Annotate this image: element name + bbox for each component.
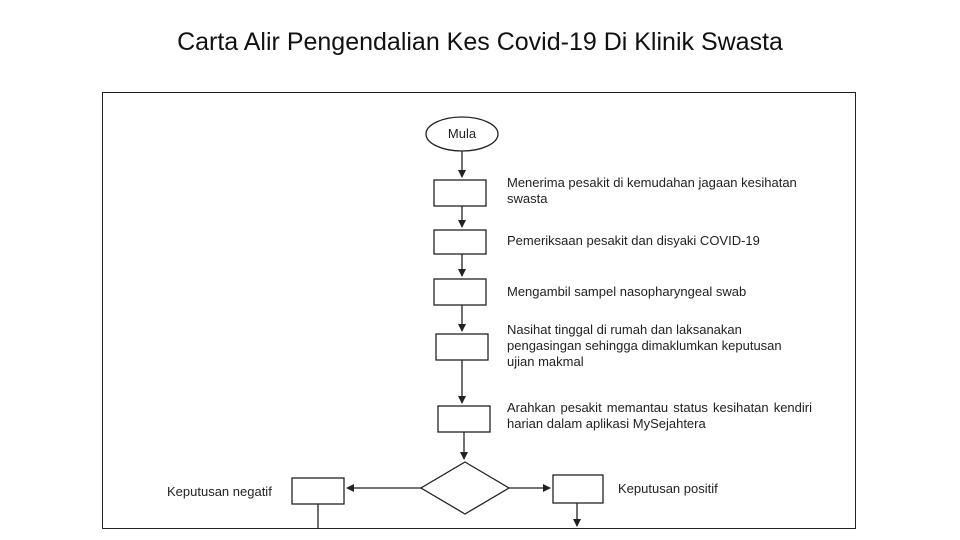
- decision-diamond: [421, 462, 509, 514]
- step-1-text: Menerima pesakit di kemudahan jagaan kesihatan swasta: [507, 175, 797, 206]
- step-5-text: Arahkan pesakit memantau status kesihatan kendiri harian dalam aplikasi MySejahtera: [507, 400, 812, 431]
- step-3-text: Mengambil sampel nasopharyngeal swab: [507, 284, 747, 299]
- flowchart-canvas: [103, 93, 856, 529]
- flowchart-frame: [102, 92, 856, 529]
- process-box: [434, 180, 486, 206]
- step-4-text: Nasihat tinggal di rumah dan laksanakan pengasingan sehingga dimaklumkan keputusan ujian makmal: [507, 322, 782, 369]
- start-label: Mula: [447, 126, 477, 141]
- process-box: [436, 334, 488, 360]
- positive-result-label: Keputusan positif: [618, 481, 718, 496]
- process-box: [438, 406, 490, 432]
- negative-result-label: Keputusan negatif: [167, 484, 272, 499]
- process-box: [434, 279, 486, 305]
- step-2-text: Pemeriksaan pesakit dan disyaki COVID-19: [507, 233, 760, 248]
- positive-result-box: [553, 475, 603, 503]
- page-title: Carta Alir Pengendalian Kes Covid-19 Di Klinik Swasta: [177, 28, 783, 56]
- process-box: [434, 230, 486, 254]
- negative-result-box: [292, 478, 344, 504]
